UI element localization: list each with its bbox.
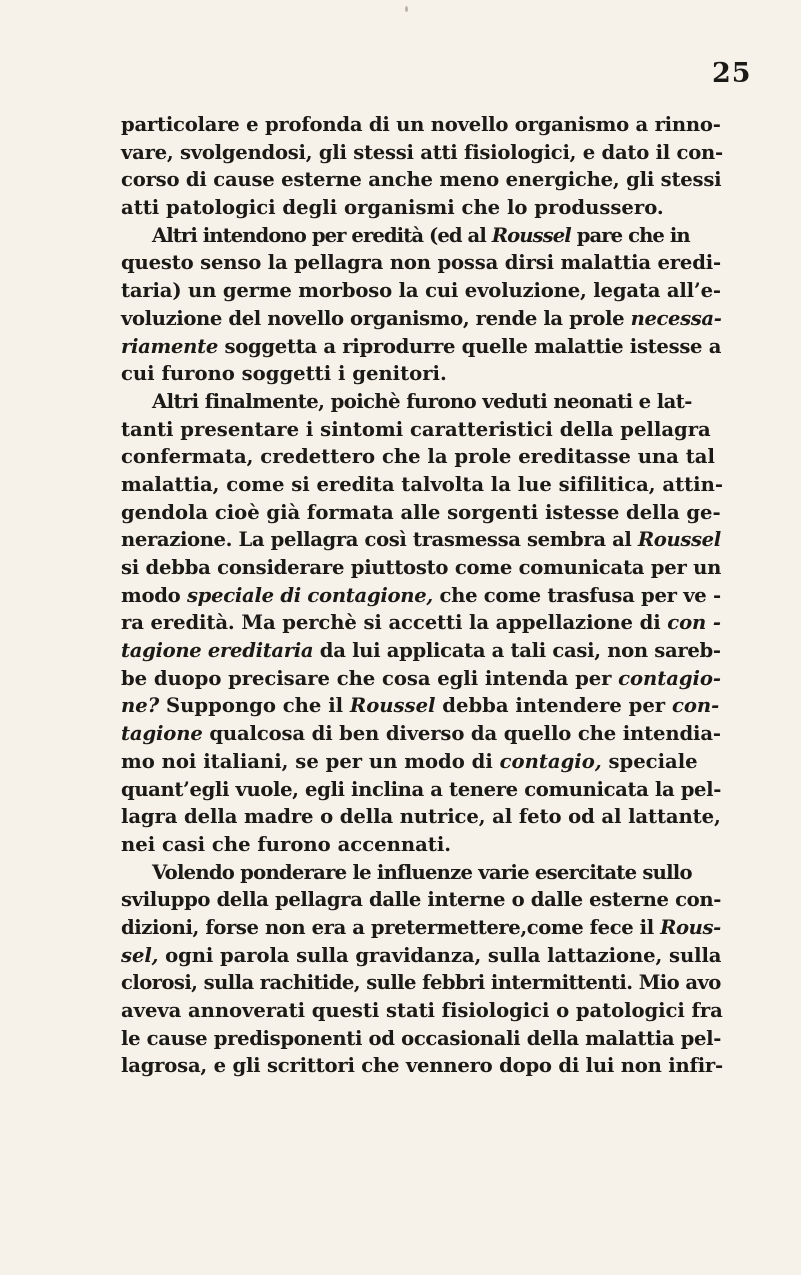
text-line xyxy=(121,886,721,914)
text-run: modo xyxy=(121,583,187,607)
text-line xyxy=(121,194,721,222)
text-line xyxy=(121,554,721,582)
italic-text: contagio, xyxy=(499,749,602,773)
text-line xyxy=(121,1052,721,1080)
italic-text: Roussel xyxy=(491,223,571,247)
text-run: lagra della madre o della nutrice, al feto od al lattante, xyxy=(121,805,721,829)
text-line xyxy=(121,443,721,471)
italic-text: necessa- xyxy=(630,306,722,330)
text-run: particolare e profonda di un novello organismo a rinno- xyxy=(121,113,721,136)
italic-text: sel, xyxy=(121,943,159,967)
italic-text: Roussel xyxy=(349,694,436,718)
text-run: gendola cioè già formata alle sorgenti istesse della ge- xyxy=(121,500,721,524)
text-run: confermata, credettero che la prole ereditasse una tal xyxy=(121,445,715,469)
text-run: Altri finalmente, poichè furono veduti neonati e lat- xyxy=(152,389,692,413)
italic-text: con - xyxy=(667,611,721,635)
page-number: 25 xyxy=(712,58,752,89)
text-line xyxy=(121,859,721,887)
text-line xyxy=(121,665,721,693)
italic-text: Roussel xyxy=(637,528,721,552)
text-run: soggetta a riprodurre quelle malattie istesse a xyxy=(218,334,722,358)
text-run: cui furono soggetti i genitori. xyxy=(121,362,447,386)
text-run: tanti presentare i sintomi caratteristici della pellagra xyxy=(121,417,711,441)
text-run: debba intendere per xyxy=(435,694,672,718)
text-run: mo noi italiani, se per un modo di xyxy=(121,749,500,773)
text-run: qualcosa di ben diverso da quello che intendia- xyxy=(202,722,721,746)
text-line xyxy=(121,416,721,444)
text-line xyxy=(121,222,721,250)
text-line xyxy=(121,720,721,748)
text-line xyxy=(121,969,721,997)
text-run: Altri intendono per eredità (ed al xyxy=(152,223,492,247)
text-run: vare, svolgendosi, gli stessi atti fisiologici, e dato il con- xyxy=(121,140,723,164)
text-line xyxy=(121,942,721,970)
text-line xyxy=(121,914,721,942)
text-line xyxy=(121,526,721,554)
text-line xyxy=(121,166,721,194)
text-run: quant’egli vuole, egli inclina a tenere comunicata la pel- xyxy=(121,777,721,801)
italic-text: ne? xyxy=(121,694,160,718)
text-run: malattia, come si eredita talvolta la lue sifilitica, attin- xyxy=(121,472,723,496)
text-run: nerazione. La pellagra così trasmessa sembra al xyxy=(121,528,638,552)
text-run: be duopo precisare che cosa egli intenda per xyxy=(121,666,619,690)
text-run: taria) un germe morboso la cui evoluzione, legata all’e- xyxy=(121,279,721,303)
text-run: che come trasfusa per ve - xyxy=(432,583,721,607)
text-run: questo senso la pellagra non possa dirsi malattia eredi- xyxy=(121,251,721,275)
text-line xyxy=(121,111,721,139)
text-line xyxy=(121,277,721,305)
italic-text: tagione ereditaria xyxy=(121,639,314,663)
text-line xyxy=(121,471,721,499)
text-line xyxy=(121,333,721,361)
italic-text: speciale di contagione, xyxy=(186,583,433,607)
text-line xyxy=(121,803,721,831)
text-run: ogni parola sulla gravidanza, sulla lattazione, sulla xyxy=(158,943,722,967)
italic-text: con- xyxy=(671,694,720,718)
text-line xyxy=(121,305,721,333)
text-line xyxy=(121,139,721,167)
text-line xyxy=(121,360,721,388)
text-run: le cause predisponenti od occasionali della malattia pel- xyxy=(121,1026,721,1050)
text-line xyxy=(121,582,721,610)
text-line xyxy=(121,609,721,637)
italic-text: tagione xyxy=(121,722,203,746)
text-run: da lui applicata a tali casi, non sareb- xyxy=(313,639,721,663)
text-line xyxy=(121,776,721,804)
text-line xyxy=(121,997,721,1025)
italic-text: riamente xyxy=(121,334,218,358)
text-run: lagrosa, e gli scrittori che vennero dopo di lui non infir- xyxy=(121,1054,723,1078)
text-run: pare che in xyxy=(570,223,690,247)
text-line xyxy=(121,1025,721,1053)
text-line xyxy=(121,692,721,720)
text-run: clorosi, sulla rachitide, sulle febbri intermittenti. Mio avo xyxy=(121,971,721,995)
text-run: corso di cause esterne anche meno energiche, gli stessi xyxy=(121,168,722,192)
text-line xyxy=(121,388,721,416)
text-run: si debba considerare piuttosto come comunicata per un xyxy=(121,556,722,579)
text-run: Suppongo che il xyxy=(159,694,350,718)
text-line xyxy=(121,249,721,277)
text-line xyxy=(121,831,721,859)
text-run: Volendo ponderare le influenze varie esercitate sullo xyxy=(152,860,692,884)
text-line xyxy=(121,637,721,665)
paper-speck xyxy=(405,6,408,12)
text-run: speciale xyxy=(601,749,698,773)
text-run: nei casi che furono accennati. xyxy=(121,832,452,856)
italic-text: contagio- xyxy=(618,666,722,690)
text-run: sviluppo della pellagra dalle interne o dalle esterne con- xyxy=(121,888,722,912)
text-run: dizioni, forse non era a pretermettere,come fece il xyxy=(121,915,661,939)
text-line xyxy=(121,499,721,527)
body-text xyxy=(121,111,721,1080)
text-run: aveva annoverati questi stati fisiologici o patologici fra xyxy=(121,999,723,1022)
text-run: atti patologici degli organismi che lo produssero. xyxy=(121,196,664,220)
italic-text: Rous- xyxy=(660,915,721,939)
text-run: ra eredità. Ma perchè si accetti la appellazione di xyxy=(121,611,668,635)
text-run: voluzione del novello organismo, rende la prole xyxy=(121,306,631,330)
text-line xyxy=(121,748,721,776)
